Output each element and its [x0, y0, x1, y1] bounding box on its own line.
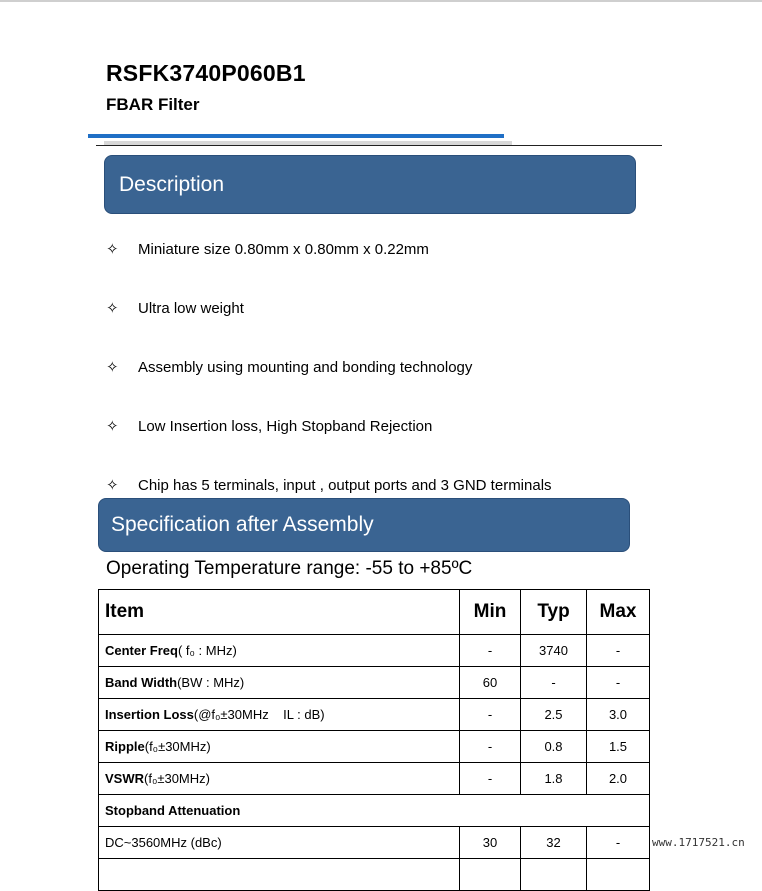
specification-banner-title: Specification after Assembly [111, 513, 374, 536]
table-section-row [99, 795, 650, 827]
header-divider [96, 145, 662, 146]
cell-max: - [587, 827, 650, 859]
watermark-url: www.1717521.cn [652, 836, 745, 849]
row-label [99, 635, 460, 667]
table-row [99, 667, 650, 699]
table-row [99, 635, 650, 667]
page-top-rule [0, 0, 762, 2]
column-header-min: Min [460, 590, 521, 635]
row-label-unit: (@f₀±30MHz IL : dB) [193, 707, 325, 722]
bullet-star-icon: ✧ [106, 241, 119, 258]
table-row [99, 763, 650, 795]
cell-min: - [460, 731, 521, 763]
row-label-bold: VSWR [105, 771, 144, 786]
feature-text: Miniature size 0.80mm x 0.80mm x 0.22mm [138, 240, 429, 258]
cell-min: - [460, 635, 521, 667]
section-label-stopband: Stopband Attenuation [99, 795, 650, 827]
row-label-unit: (f₀±30MHz) [144, 771, 210, 786]
column-header-typ: Typ [521, 590, 587, 635]
row-label [99, 731, 460, 763]
cell-typ: 3740 [521, 635, 587, 667]
description-banner [104, 155, 636, 214]
table-row [99, 731, 650, 763]
feature-item [106, 299, 244, 317]
row-label-bold: Band Width [105, 675, 178, 690]
row-label [99, 667, 460, 699]
cell-typ: 1.8 [521, 763, 587, 795]
specification-table [98, 589, 650, 891]
feature-item [106, 476, 552, 494]
table-row [99, 699, 650, 731]
description-banner-title: Description [119, 172, 225, 196]
column-header-item: Item [99, 590, 460, 635]
row-label-empty [99, 859, 460, 891]
cell-empty [521, 859, 587, 891]
row-label [99, 699, 460, 731]
cell-typ: 0.8 [521, 731, 587, 763]
cell-min: - [460, 763, 521, 795]
table-header-row [99, 590, 650, 635]
header-accent-rule [88, 134, 504, 138]
table-row [99, 827, 650, 859]
part-number-title: RSFK3740P060B1 [106, 60, 306, 86]
cell-max: - [587, 667, 650, 699]
cell-max: 3.0 [587, 699, 650, 731]
feature-text: Chip has 5 terminals, input , output ports and 3 GND terminals [138, 476, 552, 494]
cell-max: 1.5 [587, 731, 650, 763]
row-label-bold: Insertion Loss [105, 707, 194, 722]
product-type-subtitle: FBAR Filter [106, 95, 200, 114]
bullet-star-icon: ✧ [106, 418, 119, 435]
feature-text: Assembly using mounting and bonding technology [138, 358, 473, 376]
cell-typ: 2.5 [521, 699, 587, 731]
feature-text: Ultra low weight [138, 299, 244, 317]
row-label-unit: (BW : MHz) [177, 675, 245, 690]
bullet-star-icon: ✧ [106, 477, 119, 494]
cell-empty [460, 859, 521, 891]
operating-temperature: Operating Temperature range: -55 to +85ºC [106, 558, 473, 579]
specification-banner [98, 498, 630, 552]
row-label: DC~3560MHz (dBc) [99, 827, 460, 859]
cell-typ: - [521, 667, 587, 699]
cell-max: - [587, 635, 650, 667]
row-label-unit: ( f₀ : MHz) [177, 643, 237, 658]
feature-text: Low Insertion loss, High Stopband Rejection [138, 417, 433, 435]
bullet-star-icon: ✧ [106, 300, 119, 317]
feature-item [106, 240, 429, 258]
cell-min: 30 [460, 827, 521, 859]
cell-min: - [460, 699, 521, 731]
column-header-max: Max [587, 590, 650, 635]
table-row-partial [99, 859, 650, 891]
feature-item [106, 358, 472, 376]
row-label [99, 763, 460, 795]
cell-max: 2.0 [587, 763, 650, 795]
row-label-unit: (f₀±30MHz) [144, 739, 211, 754]
cell-empty [587, 859, 650, 891]
row-label-bold: Ripple [105, 739, 145, 754]
row-label-bold: Center Freq [105, 643, 178, 658]
bullet-star-icon: ✧ [106, 359, 119, 376]
feature-item [106, 417, 432, 435]
cell-typ: 32 [521, 827, 587, 859]
cell-min: 60 [460, 667, 521, 699]
